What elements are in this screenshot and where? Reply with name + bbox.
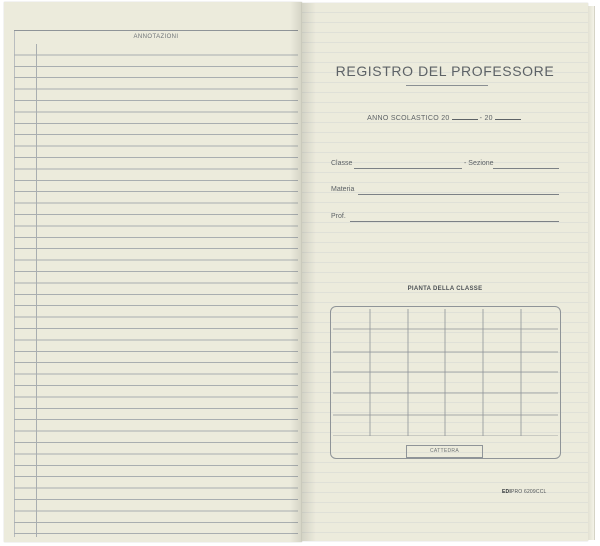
title-underline (406, 85, 488, 86)
school-year-separator: - 20 (479, 115, 493, 122)
page-stack-edge (588, 6, 595, 540)
prof-label: Prof. (331, 213, 346, 220)
seating-grid (333, 309, 558, 436)
classe-label: Classe (331, 160, 353, 167)
class-plan-title: PIANTA DELLA CLASSE (407, 286, 483, 292)
school-year-row (302, 113, 588, 122)
prof-blank (350, 221, 559, 222)
materia-blank (358, 194, 559, 195)
brand-name-rest: PRO (510, 489, 523, 495)
brand-mark (502, 489, 547, 495)
sezione-blank (493, 168, 559, 169)
year-end-blank (495, 113, 521, 120)
right-page (302, 3, 588, 541)
margin-line (36, 44, 37, 537)
classe-blank (354, 168, 462, 169)
school-year-label: ANNO SCOLASTICO 20 (367, 115, 450, 122)
materia-label: Materia (331, 186, 355, 193)
class-plan-box (330, 306, 561, 459)
ruled-lines (14, 44, 298, 537)
product-code: 6209CCL (523, 489, 547, 495)
teacher-desk: CATTEDRA (406, 445, 483, 458)
year-start-blank (452, 113, 478, 120)
annotations-header: ANNOTAZIONI (133, 34, 179, 40)
annotations-table (14, 30, 298, 537)
left-page (4, 2, 302, 542)
sezione-label: - Sezione (464, 160, 494, 167)
brand-name-bold: EDI (502, 489, 511, 495)
page-title: REGISTRO DEL PROFESSORE (335, 63, 555, 79)
